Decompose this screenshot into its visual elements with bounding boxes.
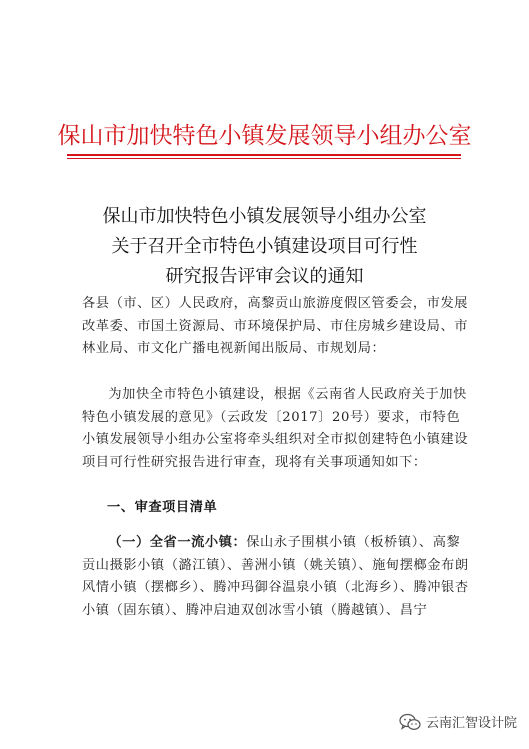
addressee: 各县（市、区）人民政府，高黎贡山旅游度假区管委会，市发展改革委、市国土资源局、市环境保护局、市住房城乡建设局、市林业局、市文化广播电视新闻出版局、市规划局： xyxy=(82,296,469,357)
project-list-paragraph xyxy=(82,532,472,622)
title-line-3: 研究报告评审会议的通知 xyxy=(165,266,364,287)
intro-paragraph: 为加快全市特色小镇建设，根据《云南省人民政府关于加快特色小镇发展的意见》（云政发〔2017〕20号）要求，市特色小镇发展领导小组办公室将牵头组织对全市拟创建特色小镇建设项目可行性研究报告进行审查，现将有关事项通知如下： xyxy=(82,387,469,470)
watermark xyxy=(399,712,517,731)
wechat-icon xyxy=(399,713,421,731)
red-rule-thick xyxy=(67,154,461,156)
title-line-1: 保山市加快特色小镇发展领导小组办公室 xyxy=(102,206,427,227)
list-lead: （一）全省一流小镇： xyxy=(108,535,247,550)
section-heading: 一、审查项目清单 xyxy=(107,500,218,515)
document-title xyxy=(0,202,529,292)
watermark-label: 云南汇智设计院 xyxy=(425,716,517,731)
list-text: 保山永子围棋小镇（板桥镇）、高黎贡山摄影小镇（潞江镇）、善洲小镇（姚关镇）、施甸摆榔金布朗风情小镇（摆榔乡）、腾冲玛御谷温泉小镇（北海乡）、腾冲银杏小镇（固东镇）、腾冲启迪双创冰雪小镇（腾越镇）、昌宁 xyxy=(82,535,469,618)
red-rule-thin xyxy=(67,158,461,159)
title-line-2: 关于召开全市特色小镇建设项目可行性 xyxy=(111,236,418,257)
issuer-header: 保山市加快特色小镇发展领导小组办公室 xyxy=(57,123,472,149)
